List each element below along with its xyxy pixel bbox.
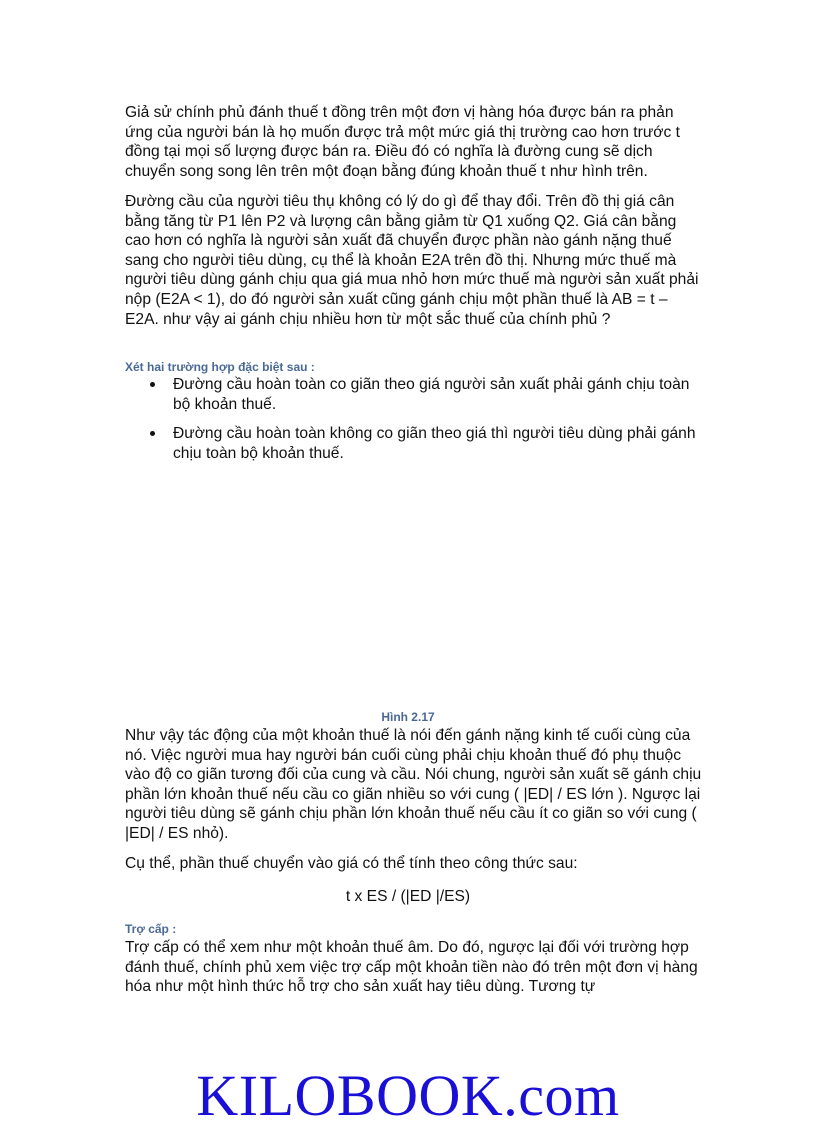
paragraph-demand-curve: Đường cầu của người tiêu thụ không có lý do gì để thay đổi. Trên đồ thị giá cân bằng tăng từ P1 lên P2 và lượng cân bằng giảm từ Q1 xuống Q2. Giá cân bằng cao hơn có nghĩa là người sản xuất đã chuyển được phần nào gánh nặng thuế sang cho người tiêu dùng, cụ thể là khoản E2A trên đồ thị. Nhưng mức thuế mà người tiêu dùng gánh chịu qua giá mua nhỏ hơn mức thuế mà người sản xuất phải nộp (E2A < 1), do đó người sản xuất cũng gánh chịu một phần thuế là AB = t – E2A. như vậy ai gánh chịu nhiều hơn từ một sắc thuế của chính phủ ?: [125, 193, 699, 328]
paragraph-formula-intro: Cụ thể, phần thuế chuyển vào giá có thể tính theo công thức sau:: [125, 855, 578, 872]
footer-brand-watermark: KILOBOOK.com: [196, 1063, 620, 1128]
paragraph-tax-intro: Giả sử chính phủ đánh thuế t đồng trên một đơn vị hàng hóa được bán ra phản ứng của người bán là họ muốn được trả một mức giá thị trường cao hơn trước t đồng tại mọi số lượng được bán ra. Điều đó có nghĩa là đường cung sẽ dịch chuyển song song lên trên một đoạn bằng đúng khoản thuế t như hình trên.: [125, 104, 680, 180]
paragraph-subsidy: Trợ cấp có thể xem như một khoản thuế âm. Do đó, ngược lại đối với trường hợp đánh thuế, chính phủ xem việc trợ cấp một khoản tiền nào đó trên một đơn vị hàng hóa như một hình thức hỗ trợ cho sản xuất hay tiêu dùng. Tương tự: [125, 939, 698, 996]
bullet-icon: [150, 431, 155, 436]
figure-caption: Hình 2.17: [381, 710, 435, 724]
special-cases-list: [150, 375, 710, 473]
bullet-text: Đường cầu hoàn toàn co giãn theo giá người sản xuất phải gánh chịu toàn bộ khoản thuế.: [173, 376, 690, 413]
list-item: [150, 375, 710, 414]
bullet-icon: [150, 382, 155, 387]
paragraph-tax-burden: Như vậy tác động của một khoản thuế là nói đến gánh nặng kinh tế cuối cùng của nó. Việc người mua hay người bán cuối cùng phải chịu khoản thuế đó phụ thuộc vào độ co giãn tương đối của cung và cầu. Nói chung, người sản xuất sẽ gánh chịu phần lớn khoản thuế nếu cầu co giãn nhiều so với cung ( |ED| / ES lớn ). Ngược lại người tiêu dùng sẽ gánh chịu phần lớn khoản thuế nếu cầu ít co giãn so với cung ( |ED| / ES nhỏ).: [125, 727, 702, 842]
tax-formula: t x ES / (|ED |/ES): [345, 888, 471, 905]
list-item: [150, 424, 710, 463]
heading-subsidy: Trợ cấp :: [125, 922, 177, 936]
bullet-text: Đường cầu hoàn toàn không co giãn theo giá thì người tiêu dùng phải gánh chịu toàn bộ khoản thuế.: [173, 425, 696, 462]
heading-special-cases: Xét hai trường hợp đặc biệt sau :: [125, 360, 315, 374]
